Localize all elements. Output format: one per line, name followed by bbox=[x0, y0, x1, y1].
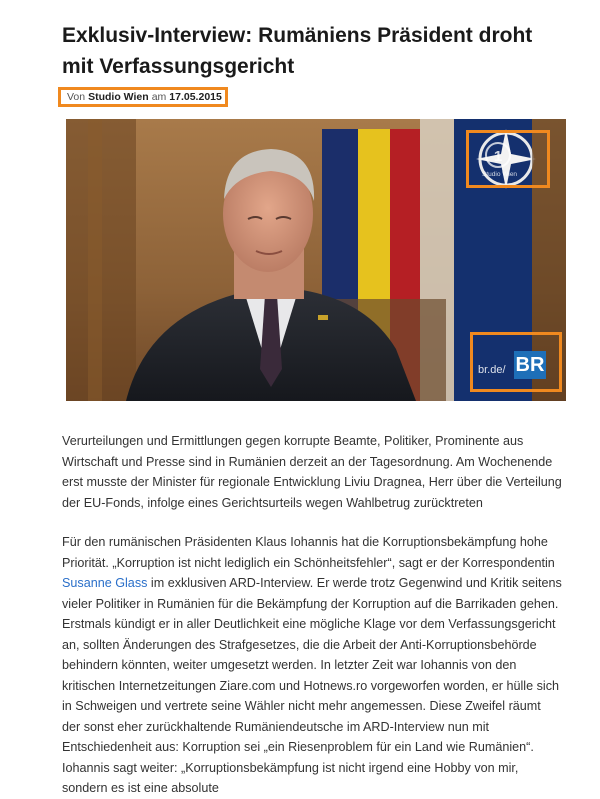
author-link[interactable]: Susanne Glass bbox=[62, 576, 148, 590]
br-domain: br.de/ bbox=[478, 364, 506, 376]
byline-prefix: Von bbox=[67, 91, 86, 103]
paragraph-2 bbox=[62, 532, 562, 799]
article bbox=[62, 0, 568, 82]
paragraph-1: Verurteilungen und Ermittlungen gegen korrupte Beamte, Politiker, Prominente aus Wirtschaft und Presse sind in Rumänien derzeit an der Tagesordnung. Am Wochenende erst musste der Minister für regionale Entwicklung Liviu Dragnea, Herr über die Verteilung der EU-Fonds, infolge eines Gerichtsurteils wegen Wahlbetrug zurücktreten bbox=[62, 434, 562, 510]
watermark-text: Studio Wien bbox=[482, 171, 518, 178]
paragraph-2-text-a: Für den rumänischen Präsidenten Klaus Iohannis hat die Korruptionsbekämpfung hohe Priorität. „Korruption ist nicht lediglich ein Schönheitsfehler“, sagt er der Korrespondentin bbox=[62, 535, 555, 570]
br-logo: BR bbox=[514, 351, 546, 379]
byline-author[interactable]: Studio Wien bbox=[88, 91, 149, 103]
watermark-highlight bbox=[466, 130, 550, 188]
article-title: Exklusiv-Interview: Rumäniens Präsident droht mit Verfassungsgericht bbox=[62, 24, 533, 78]
byline-date: 17.05.2015 bbox=[169, 91, 222, 103]
byline bbox=[58, 87, 228, 107]
paragraph-2-text-b: im exklusiven ARD-Interview. Er werde trotz Gegenwind und Kritik seitens vieler Politiker in Rumänien für die Bekämpfung der Korruption auf die Barrikaden gehen. Erstmals kündigt er in aller Deutlichkeit eine mögliche Klage vor dem Verfassungsgericht an, sollten Änderungen des Strafgesetzes, die die Arbeit der Anti-Korruptionsbehörde behindern könnten, weiter umgesetzt werden. In letzter Zeit war Iohannis von den kritischen Internetzeitungen Ziare.com und Hotnews.ro vorgeworfen worden, er hülle sich in Schweigen und vertrete seine Wähler nicht mehr angemessen. Diese Zweifel räumt der sonst eher zurückhaltende Rumäniendeutsche im ARD-Interview nun mit Entschiedenheit aus: Korruption sei „ein Riesenproblem für ein Land wie Rumänien“. Iohannis sagt weiter: „Korruptionsbekämpfung ist nicht irgend eine Hobby von mir, sondern es ist eine absolute bbox=[62, 576, 562, 795]
svg-text:1: 1 bbox=[493, 148, 503, 165]
br-logo-highlight bbox=[470, 332, 562, 392]
byline-middle: am bbox=[151, 91, 167, 103]
